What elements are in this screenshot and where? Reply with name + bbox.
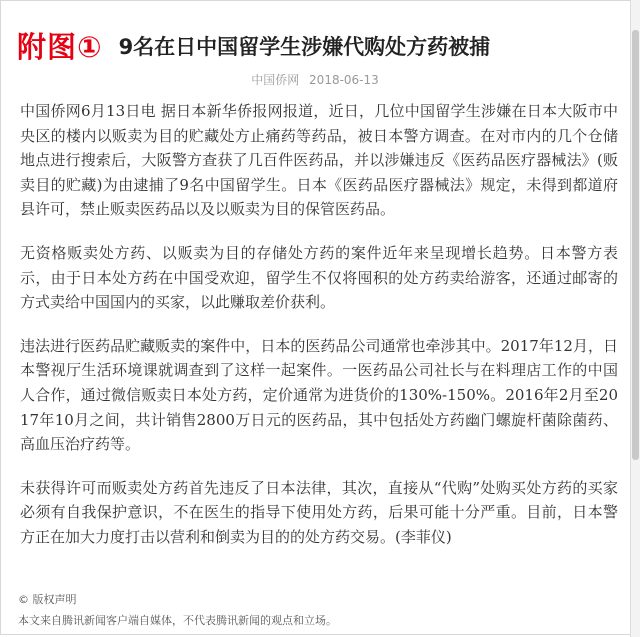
article-meta [1,71,629,88]
article-header [17,25,490,66]
paragraph: 无资格贩卖处方药、以贩卖为目的存储处方药的案件近年来呈现增长趋势。日本警方表示，由于日本处方药在中国受欢迎，留学生不仅将囤积的处方药卖给游客，还通过邮寄的方式卖给中国国内的买家，以此赚取差价获利。 [20,243,618,312]
figure-tag: 附图① [17,30,103,64]
disclaimer-text: 本文来自腾讯新闻客户端自媒体，不代表腾讯新闻的观点和立场。 [18,614,337,627]
scrollbar-thumb[interactable] [632,30,639,460]
paragraph: 违法进行医药品贮藏贩卖的案件中，日本的医药品公司通常也牵涉其中。2017年12月，日本警视厅生活环境课就调查到了这样一起案件。一医药品公司社长与在料理店工作的中国人合作，通过微信贩卖日本处方药，定价通常为进货价的130%-150%。2016年2月至2017年10月之间，共计销售2800万日元的医药品，其中包括处方药幽门螺旋杆菌除菌药、高血压治疗药等。 [20,336,618,454]
article-body [20,99,618,569]
source-label[interactable]: 中国侨网 [251,73,300,87]
paragraph: 未获得许可而贩卖处方药首先违反了日本法律，其次，直接从“代购”处购买处方药的买家必须有自我保护意识，不在医生的指导下使用处方药，后果可能十分严重。目前，日本警方正在加大力度打击以营利和倒卖为目的的处方药交易。(李菲仪) [20,478,618,546]
vertical-scrollbar[interactable] [630,0,640,637]
article-title: 9名在日中国留学生涉嫌代购处方药被捕 [118,34,491,59]
copyright-link[interactable]: © 版权声明 [18,593,77,606]
paragraph: 中国侨网6月13日电 据日本新华侨报网报道，近日，几位中国留学生涉嫌在日本大阪市中央区的楼内以贩卖为目的贮藏处方止痛药等药品，被日本警方调查。在对市内的几个仓储地点进行搜索后，大阪警方查获了几百件医药品，并以涉嫌违反《医药品医疗器械法》(贩卖目的贮藏)为由逮捕了9名中国留学生。日本《医药品医疗器械法》规定，未得到都道府县许可，禁止贩卖医药品以及以贩卖为目的保管医药品。 [20,102,618,219]
publish-date: 2018-06-13 [309,73,379,87]
